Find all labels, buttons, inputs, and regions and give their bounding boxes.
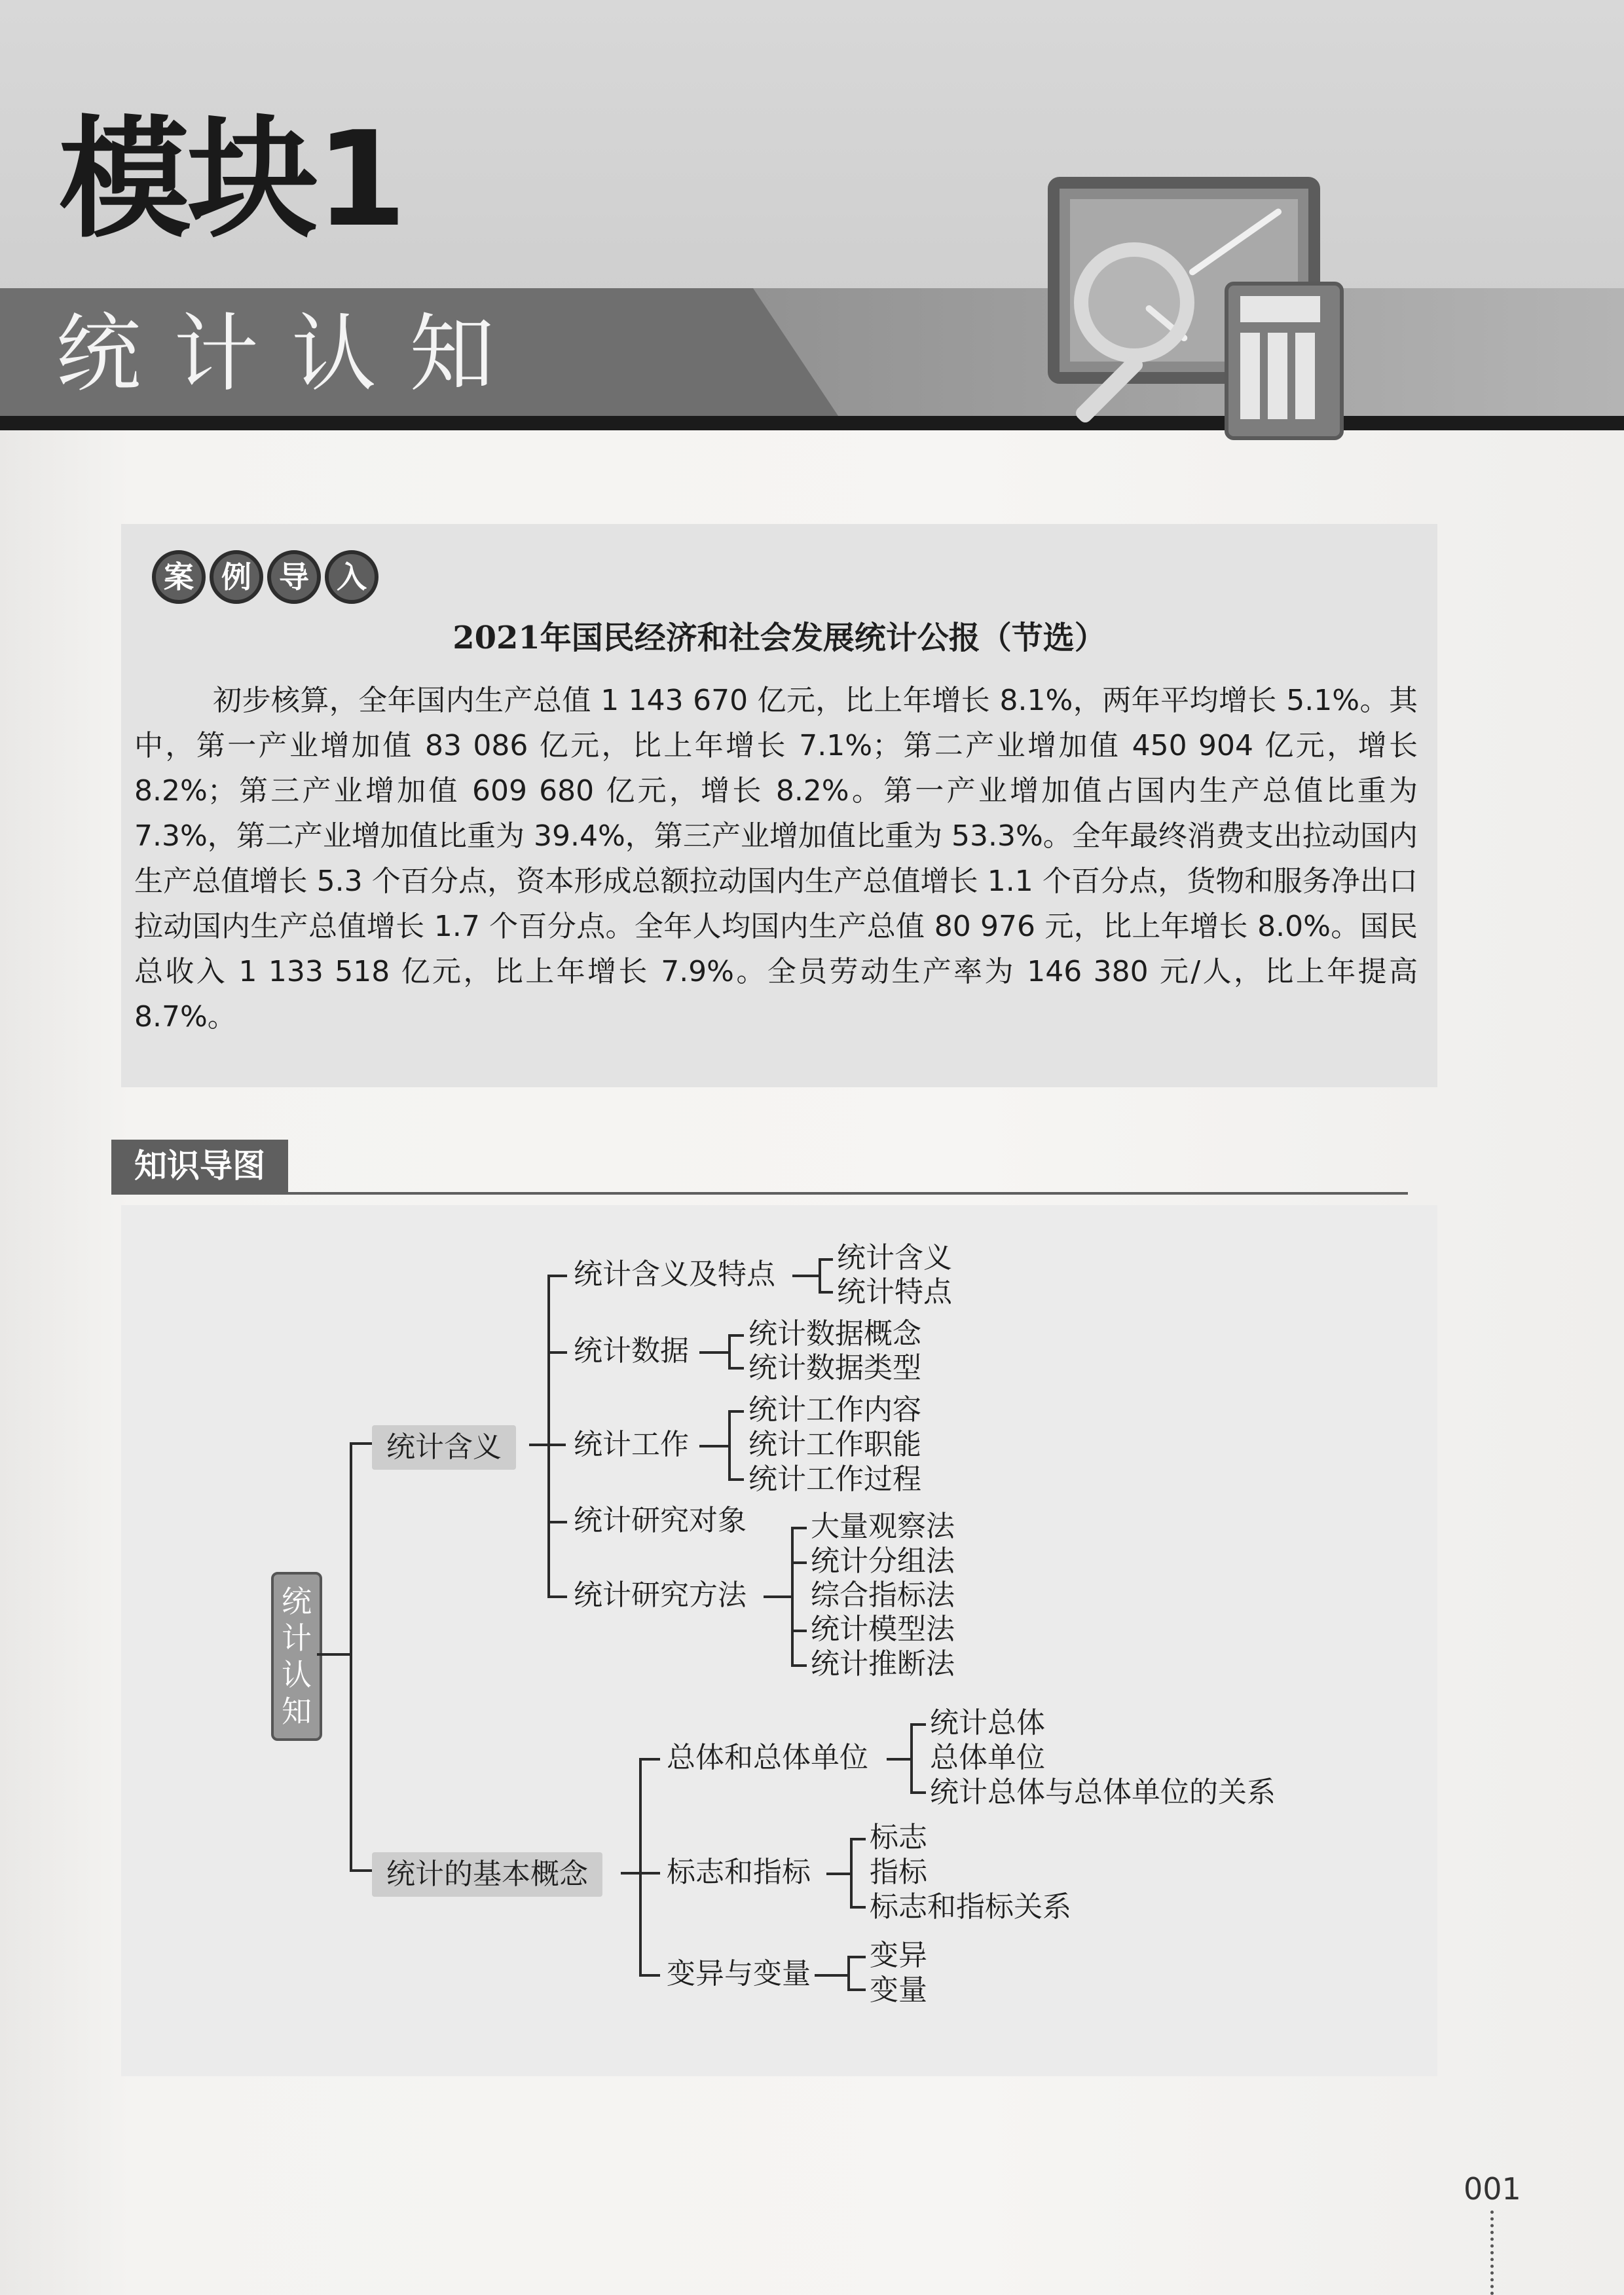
map-leaf: 统计分组法	[811, 1544, 955, 1578]
map-connector	[547, 1595, 567, 1598]
map-connector	[350, 1442, 352, 1869]
map-connector	[547, 1521, 567, 1523]
map-connector	[350, 1869, 372, 1872]
map-root-char: 统	[282, 1584, 312, 1619]
map-connector	[728, 1410, 731, 1481]
map-leaf: 统计含义	[837, 1241, 952, 1275]
map-connector	[547, 1275, 567, 1277]
map-connector	[547, 1351, 567, 1354]
map-connector	[847, 1988, 866, 1991]
page-number-dots	[1490, 2211, 1494, 2295]
map-connector	[764, 1595, 791, 1598]
map-leaf: 统计工作职能	[748, 1428, 921, 1461]
map-connector	[728, 1334, 744, 1337]
map-node: 变异与变量	[667, 1957, 811, 1990]
map-connector	[791, 1527, 794, 1666]
map-root-char: 认	[282, 1657, 312, 1692]
case-title: 2021年国民经济和社会发展统计公报（节选）	[452, 620, 1106, 656]
map-node: 总体和总体单位	[667, 1741, 868, 1774]
map-connector	[791, 1630, 807, 1632]
map-connector	[850, 1838, 853, 1909]
map-leaf: 统计工作内容	[748, 1393, 921, 1427]
map-connector	[699, 1351, 728, 1354]
map-connector	[850, 1838, 866, 1840]
map-connector	[639, 1758, 660, 1761]
map-connector	[826, 1873, 850, 1875]
map-connector	[728, 1478, 744, 1481]
knowledge-map-title: 知识导图	[111, 1140, 288, 1192]
calculator-icon	[1225, 282, 1344, 440]
map-leaf: 大量观察法	[811, 1510, 955, 1543]
case-badge-char: 入	[325, 550, 378, 604]
map-connector	[547, 1275, 550, 1595]
map-connector	[792, 1275, 819, 1277]
map-connector	[887, 1758, 910, 1761]
map-connector	[910, 1723, 926, 1726]
map-node: 统计研究方法	[574, 1578, 747, 1612]
map-leaf: 标志和指标关系	[870, 1890, 1071, 1924]
map-connector	[819, 1291, 833, 1294]
map-branch: 统计含义	[372, 1425, 516, 1470]
map-root-char: 计	[282, 1620, 312, 1656]
case-badge	[152, 550, 378, 604]
map-leaf: 统计工作过程	[748, 1463, 921, 1496]
module-subtitle: 统计认知	[56, 304, 528, 403]
map-connector	[847, 1956, 866, 1958]
module-title: 模块1	[59, 103, 405, 256]
map-node: 统计工作	[574, 1428, 689, 1461]
page-number: 001	[1464, 2171, 1521, 2207]
map-leaf: 综合指标法	[811, 1578, 955, 1612]
map-connector	[791, 1664, 807, 1667]
map-branch: 统计的基本概念	[372, 1852, 602, 1897]
map-node: 统计含义及特点	[574, 1258, 775, 1291]
map-connector	[847, 1956, 850, 1991]
map-leaf: 标志	[870, 1821, 927, 1854]
map-leaf: 变量	[870, 1973, 927, 2007]
map-connector	[639, 1974, 660, 1977]
map-leaf: 统计数据类型	[748, 1351, 921, 1385]
map-connector	[317, 1653, 350, 1656]
case-badge-char: 案	[152, 550, 206, 604]
magnifier-icon	[1074, 242, 1194, 363]
map-root-char: 知	[282, 1694, 312, 1729]
map-connector	[728, 1367, 744, 1370]
map-connector	[350, 1442, 372, 1445]
map-node: 统计研究对象	[574, 1504, 747, 1537]
map-leaf: 统计推断法	[811, 1647, 955, 1681]
case-body: 初步核算，全年国内生产总值 1 143 670 亿元，比上年增长 8.1%，两年平均增长 5.1%。其中，第一产业增加值 83 086 亿元，比上年增长 7.1%；第二产业增加值 450 904 亿元，增长 8.2%；第三产业增加值 609 680 亿元，增长 8.2%。第一产业增加值占国内生产总值比重为 7.3%，第二产业增加值比重为 39.4%，第三产业增加值比重为 53.3%。全年最终消费支出拉动国内生产总值增长 5.3 个百分点，资本形成总额拉动国内生产总值增长 1.1 个百分点，货物和服务净出口拉动国内生产总值增长 1.7 个百分点。全年人均国内生产总值 80 976 元，比上年增长 8.0%。国民总收入 1 133 518 亿元，比上年增长 7.9%。全员劳动生产率为 146 380 元/人，比上年提高 8.7%。	[134, 684, 1418, 1034]
map-connector	[728, 1410, 744, 1413]
map-connector	[699, 1445, 728, 1447]
analytics-illustration-icon	[1048, 164, 1336, 419]
map-leaf: 指标	[870, 1856, 927, 1889]
map-connector	[850, 1906, 866, 1909]
map-connector	[819, 1258, 833, 1261]
map-leaf: 统计模型法	[811, 1613, 955, 1646]
map-leaf: 统计总体与总体单位的关系	[930, 1776, 1276, 1809]
map-leaf: 统计数据概念	[748, 1317, 921, 1351]
map-leaf: 统计总体	[930, 1706, 1045, 1740]
map-connector	[910, 1791, 926, 1794]
map-connector	[815, 1974, 847, 1977]
knowledge-map-rule	[111, 1192, 1408, 1195]
case-badge-char: 导	[267, 550, 321, 604]
header-rule	[0, 416, 1624, 430]
map-connector	[791, 1561, 807, 1564]
map-leaf: 统计特点	[837, 1275, 952, 1309]
map-connector	[639, 1758, 642, 1974]
map-connector	[728, 1334, 731, 1370]
map-connector	[791, 1527, 807, 1529]
map-node: 统计数据	[574, 1334, 689, 1368]
map-leaf: 变异	[870, 1939, 927, 1972]
map-connector	[910, 1723, 913, 1794]
map-node: 标志和指标	[667, 1856, 811, 1889]
map-connector	[819, 1258, 821, 1294]
case-badge-char: 例	[210, 550, 263, 604]
map-leaf: 总体单位	[930, 1741, 1045, 1774]
map-root	[271, 1572, 322, 1741]
